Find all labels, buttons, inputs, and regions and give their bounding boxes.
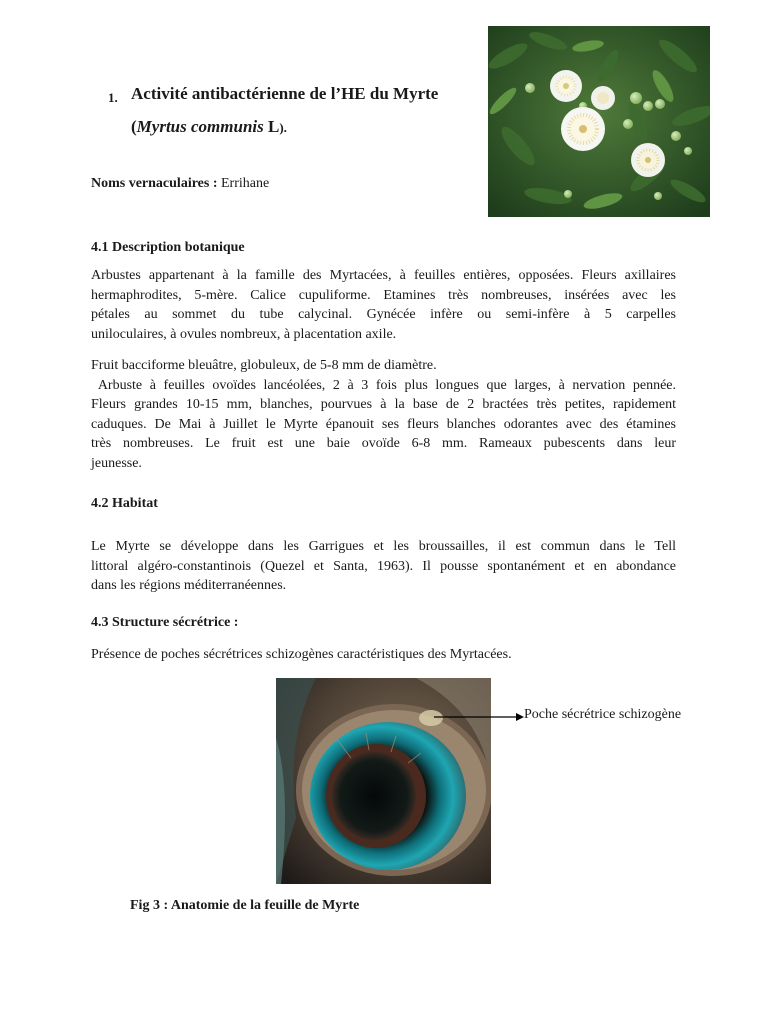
text-line: Fruit bacciforme bleuâtre, globuleux, de 5-8 mm de diamètre. (91, 358, 437, 373)
text-line: hermaphrodites, 5-mère. Calice cupuliforme. Etamines très nombreuses, insérées avec les (91, 287, 676, 303)
text-line: très nombreuses. Le fruit est une baie ovoïde 6-8 mm. Rameaux pubescents dans leur (91, 436, 676, 451)
annotation-label: Poche sécrétrice schizogène (524, 707, 682, 722)
text-line: dans les régions méditerranéennes. (91, 578, 287, 593)
paren-open: ( (131, 117, 137, 136)
text-line: uniloculaires, à ovules nombreux, à placentation axile. (91, 326, 397, 342)
vernacular-value: Errihane (221, 176, 270, 191)
species-name: Myrtus communis (136, 117, 264, 136)
page-title: Activité antibactérienne de l’HE du Myrte (131, 84, 439, 103)
section-number: 1. (108, 90, 118, 105)
heading-secretory-structure: 4.3 Structure sécrétrice : (91, 615, 239, 630)
myrtle-flower-photo (488, 26, 710, 217)
text-line: Le Myrte se développe dans les Garrigues et les broussailles, il est commun dans le Tell (91, 539, 676, 554)
flower-photo-illustration (488, 26, 710, 217)
text-line: Arbuste à feuilles ovoïdes lancéolées, 2 à 3 fois plus longues que larges, à nervation pennée. (91, 377, 676, 393)
page-title-species (131, 117, 287, 137)
vernacular-names (91, 176, 269, 192)
paragraph-description-1 (91, 266, 676, 344)
vernacular-label: Noms vernaculaires : (91, 176, 221, 191)
paragraph-secretory-structure: Présence de poches sécrétrices schizogènes caractéristiques des Myrtacées. (91, 647, 512, 662)
text-line: caduques. De Mai à Juillet le Myrte épanouit ses fleurs blanches odorantes avec des étamines (91, 416, 676, 432)
text-line: jeunesse. (91, 455, 142, 471)
paren-close: ). (279, 120, 287, 135)
annotation-arrow (432, 708, 526, 724)
heading-botanical-description: 4.1 Description botanique (91, 240, 245, 255)
text-line: littoral algéro-constantinois (Quezel et Santa, 1963). Il pousse spontanément et en abondance (91, 558, 676, 574)
paragraph-habitat (91, 537, 676, 596)
figure-caption: Fig 3 : Anatomie de la feuille de Myrte (130, 898, 360, 913)
species-author: L (263, 117, 280, 136)
text-line: pétales au sommet du tube calycinal. Gynécée infère ou semi-infère à 5 carpelles (91, 307, 676, 322)
paragraph-description-2 (91, 356, 676, 473)
text-line: Fleurs grandes 10-15 mm, blanches, pourvues à la base de 2 bractées très petites, rapidement (91, 397, 676, 412)
text-line: Arbustes appartenant à la famille des Myrtacées, à feuilles entières, opposées. Fleurs axillaires (91, 268, 676, 283)
heading-habitat: 4.2 Habitat (91, 496, 158, 511)
